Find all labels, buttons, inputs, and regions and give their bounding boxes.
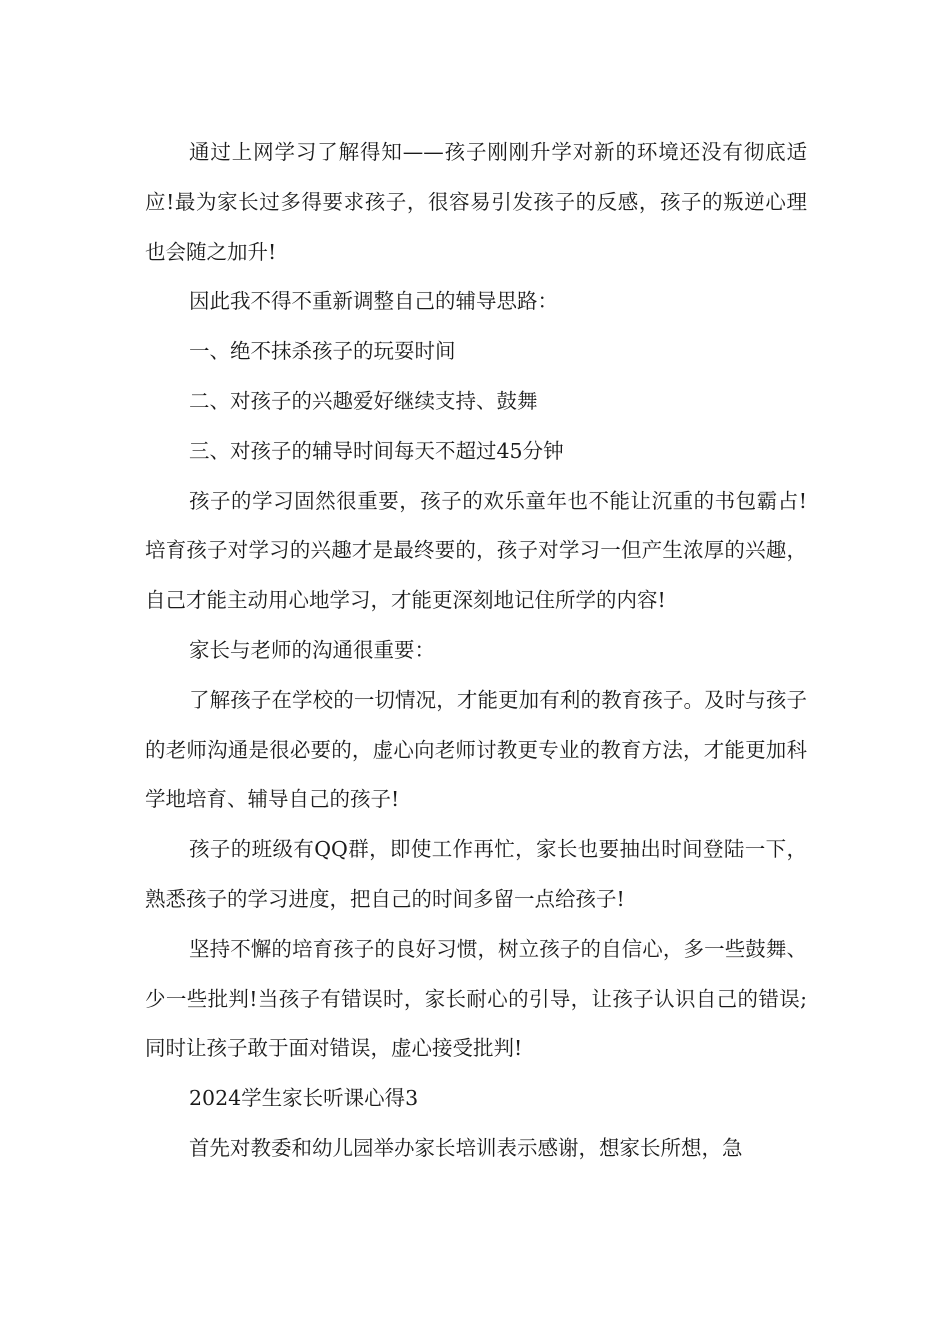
list-item-1: 一、绝不抹杀孩子的玩耍时间 — [189, 339, 456, 364]
list-item-2: 二、对孩子的兴趣爱好继续支持、鼓舞 — [189, 388, 538, 413]
paragraph-8: 首先对教委和幼儿园举办家长培训表示感谢，想家长所想，急 — [189, 1135, 743, 1160]
paragraph-4: 家长与老师的沟通很重要： — [189, 637, 435, 662]
paragraph-2: 因此我不得不重新调整自己的辅导思路： — [189, 289, 558, 314]
paragraph-1: 通过上网学习了解得知——孩子刚刚升学对新的环境还没有彻底适应!最为家长过多得要求孩子，很容易引发孩子的反感，孩子的叛逆心理也会随之加升! — [145, 140, 807, 264]
paragraph-7: 坚持不懈的培育孩子的良好习惯，树立孩子的自信心，多一些鼓舞、少一些批判!当孩子有错误时，家长耐心的引导，让孩子认识自己的错误;同时让孩子敢于面对错误，虚心接受批判! — [145, 936, 807, 1061]
paragraph-6: 孩子的班级有QQ群，即使工作再忙，家长也要抽出时间登陆一下，熟悉孩子的学习进度，把自己的时间多留一点给孩子! — [145, 837, 807, 911]
paragraph-5: 了解孩子在学校的一切情况，才能更加有利的教育孩子。及时与孩子的老师沟通是很必要的，虚心向老师讨教更专业的教育方法，才能更加科学地培育、辅导自己的孩子! — [145, 687, 807, 812]
paragraph-3: 孩子的学习固然很重要，孩子的欢乐童年也不能让沉重的书包霸占!培育孩子对学习的兴趣才是最终要的，孩子对学习一但产生浓厚的兴趣，自己才能主动用心地学习，才能更深刻地记住所学的内容! — [145, 488, 807, 613]
document-body — [145, 128, 807, 1174]
list-item-3: 三、对孩子的辅导时间每天不超过45分钟 — [189, 438, 564, 463]
section-heading: 2024学生家长听课心得3 — [189, 1086, 419, 1111]
